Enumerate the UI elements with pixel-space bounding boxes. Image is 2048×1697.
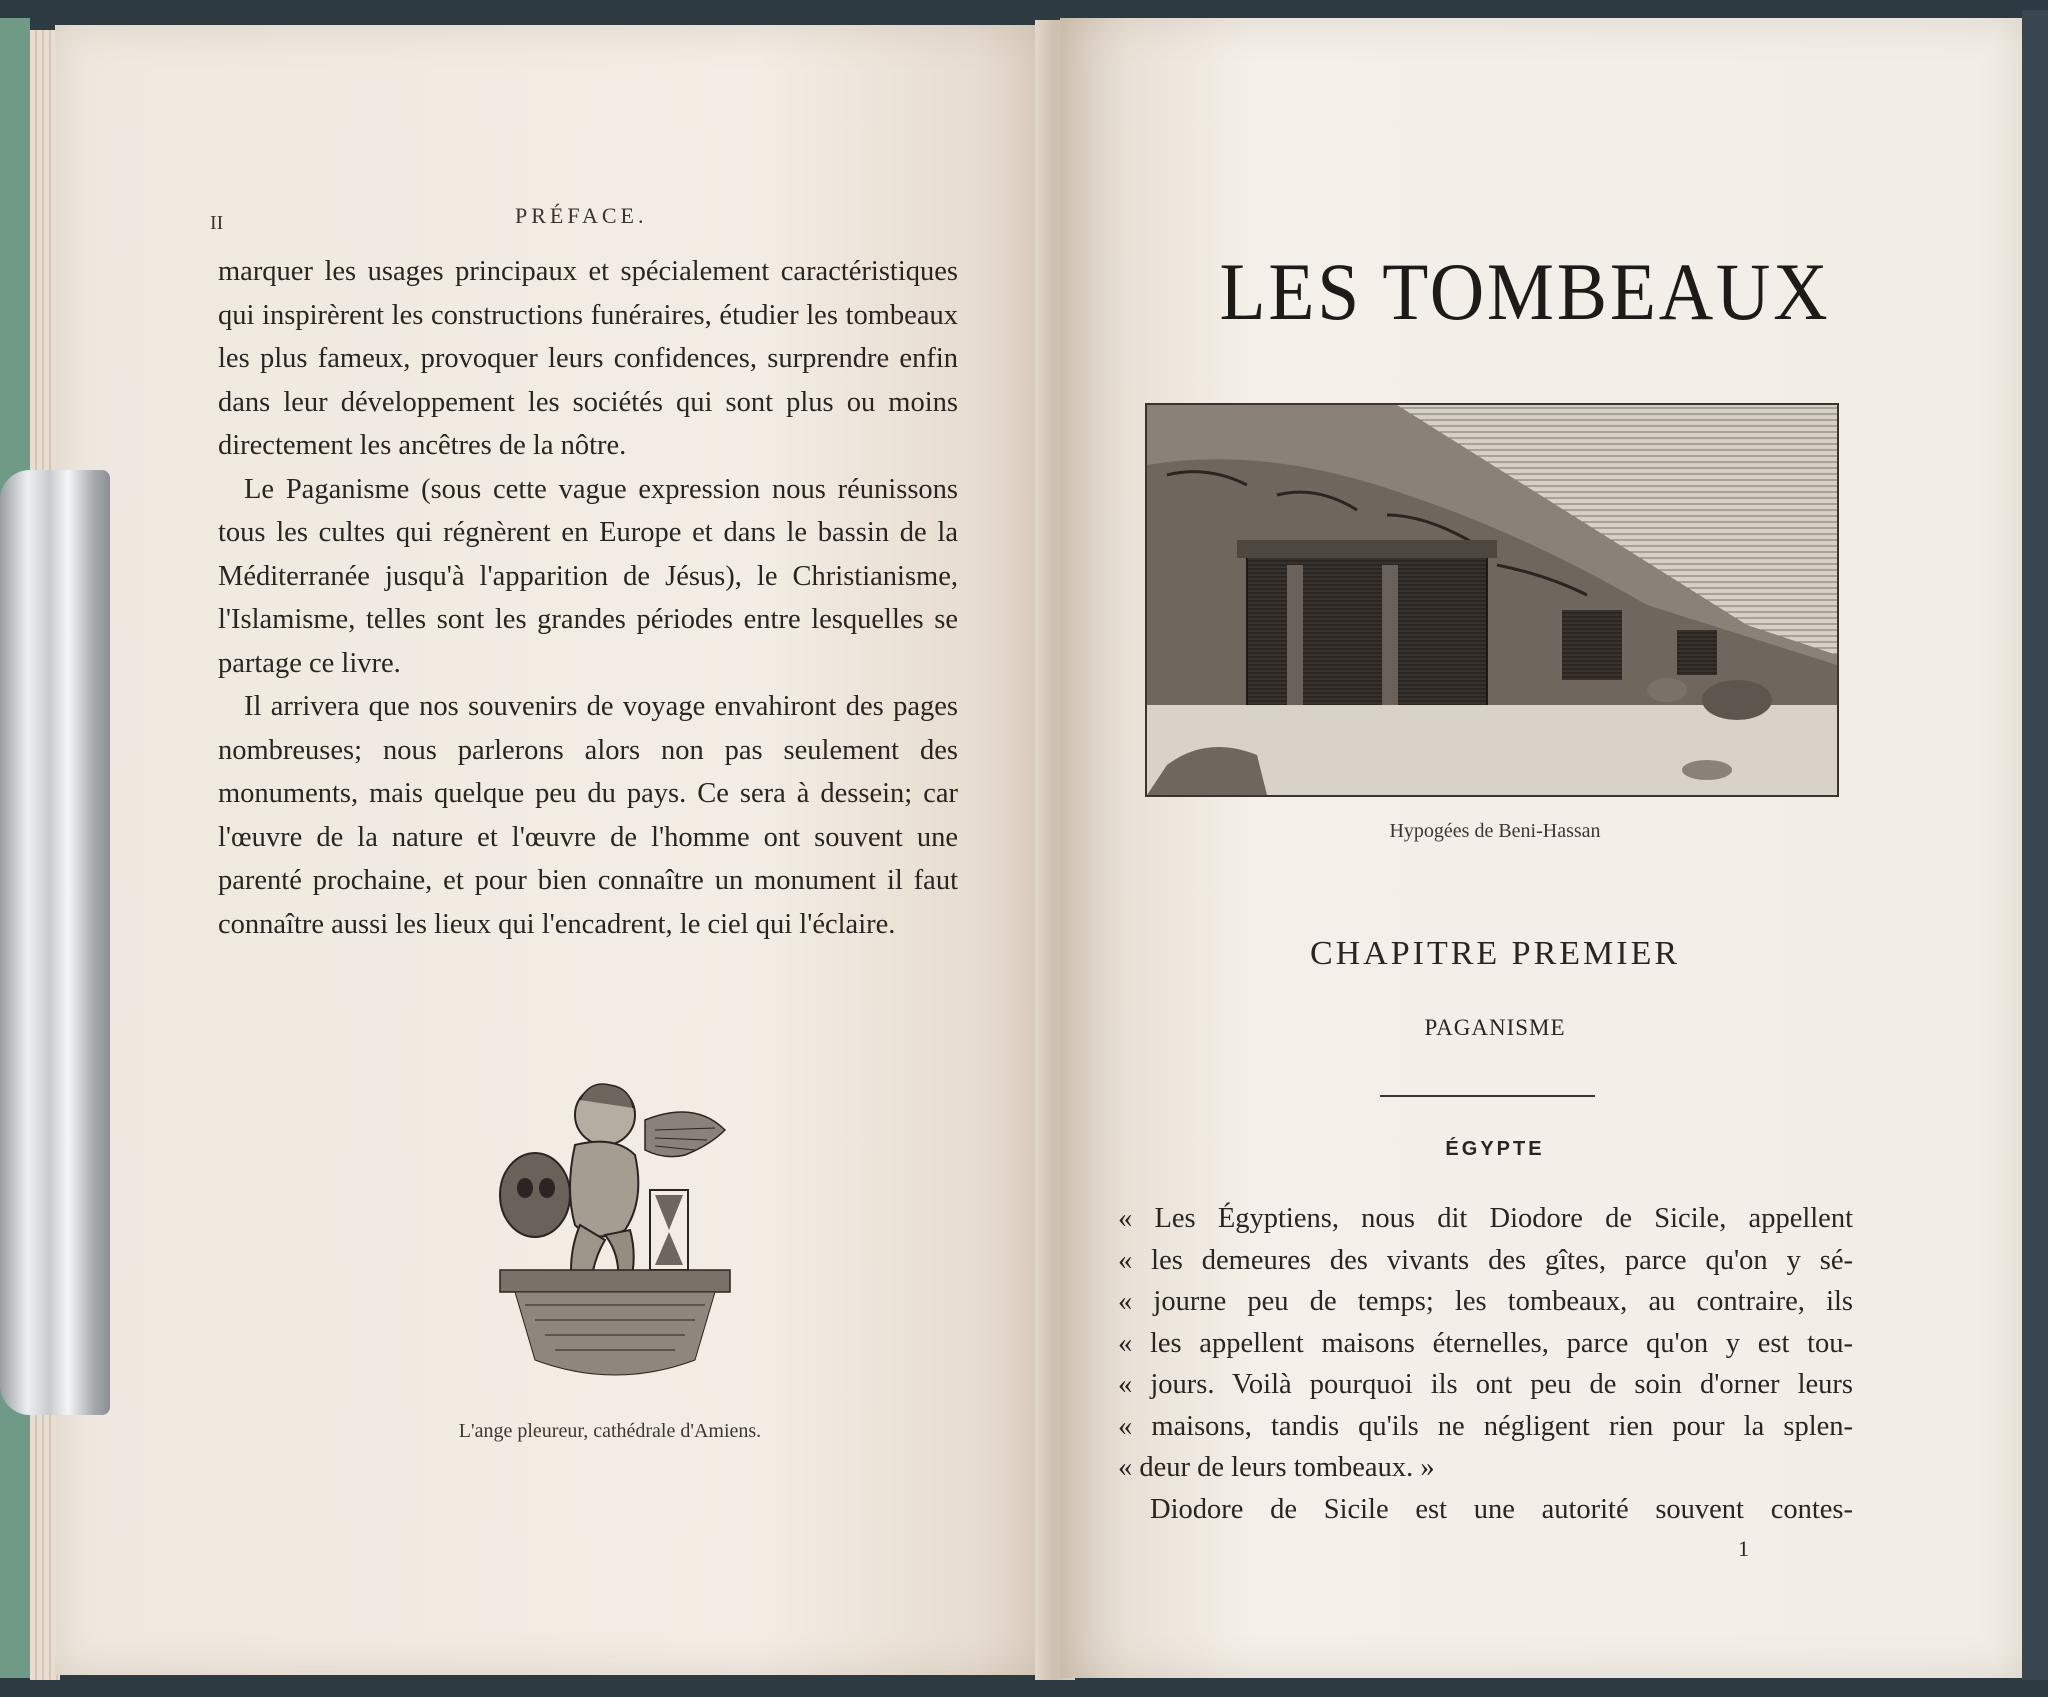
text-line: « les appellent maisons éternelles, parce qu'on y est tou- bbox=[1118, 1327, 1853, 1359]
text-line: « maisons, tandis qu'ils ne négligent rien pour la splen- bbox=[1118, 1410, 1853, 1442]
right-body-text bbox=[1118, 1198, 1853, 1530]
text-line: « jours. Voilà pourquoi ils ont peu de soin d'orner leurs bbox=[1118, 1369, 1853, 1400]
chapter-heading: CHAPITRE PREMIER bbox=[1309, 935, 1681, 972]
paragraph-3: Il arrivera que nos souvenirs de voyage envahiront des pages nombreuses; nous parlerons alors non pas seulement des monuments, mais quelque peu du pays. Ce sera à dessein; car l'œuvre de la nature et l'œuvre de l'homme ont souvent une parenté prochaine, et pour bien connaître un monument il faut connaître aussi les lieux qui l'encadrent, le ciel qui l'éclaire. bbox=[218, 691, 958, 940]
paragraph-2: Le Paganisme (sous cette vague expression nous réunissons tous les cultes qui régnèrent en Europe et dans le bassin de la Méditerranée jusqu'à l'apparition de Jésus), le Christianisme, l'Islamisme, telles sont les grandes périodes entre lesquelles se partage ce livre. bbox=[218, 473, 958, 679]
right-figure-caption: Hypogées de Beni-Hassan bbox=[1389, 820, 1601, 842]
subsection-heading: ÉGYPTE bbox=[1445, 1138, 1545, 1160]
section-heading: PAGANISME bbox=[1424, 1015, 1566, 1040]
tomb-engraving bbox=[1145, 403, 1839, 797]
paragraph-1: marquer les usages principaux et spécialement caractéristiques qui inspirèrent les constructions funéraires, étudier les tombeaux les plus fameux, provoquer leurs confidences, surprendre enfin dans leur développement les sociétés qui sont plus ou moins directement les ancêtres de la nôtre. bbox=[218, 256, 958, 461]
text-line: « Les Égyptiens, nous dit Diodore de Sicile, appellent bbox=[1118, 1203, 1853, 1234]
left-body-text bbox=[218, 250, 958, 946]
text-line: Diodore de Sicile est une autorité souvent contes- bbox=[1150, 1493, 1853, 1525]
book-title: LES TOMBEAUX bbox=[1219, 246, 1831, 337]
left-figure-caption: L'ange pleureur, cathédrale d'Amiens. bbox=[458, 1420, 762, 1442]
heading-divider bbox=[1380, 1095, 1595, 1097]
text-line: « les demeures des vivants des gîtes, parce qu'on y sé- bbox=[1118, 1244, 1853, 1276]
book-cover-right bbox=[2022, 10, 2048, 1680]
metal-bookmark[interactable] bbox=[0, 470, 110, 1415]
left-folio: II bbox=[210, 212, 224, 234]
text-line: « deur de leurs tombeaux. » bbox=[1118, 1452, 1435, 1483]
running-head: PRÉFACE. bbox=[515, 203, 648, 228]
text-line: « journe peu de temps; les tombeaux, au contraire, ils bbox=[1118, 1286, 1853, 1317]
page-number: 1 bbox=[1738, 1536, 1749, 1561]
weeping-angel-engraving bbox=[495, 1060, 735, 1390]
